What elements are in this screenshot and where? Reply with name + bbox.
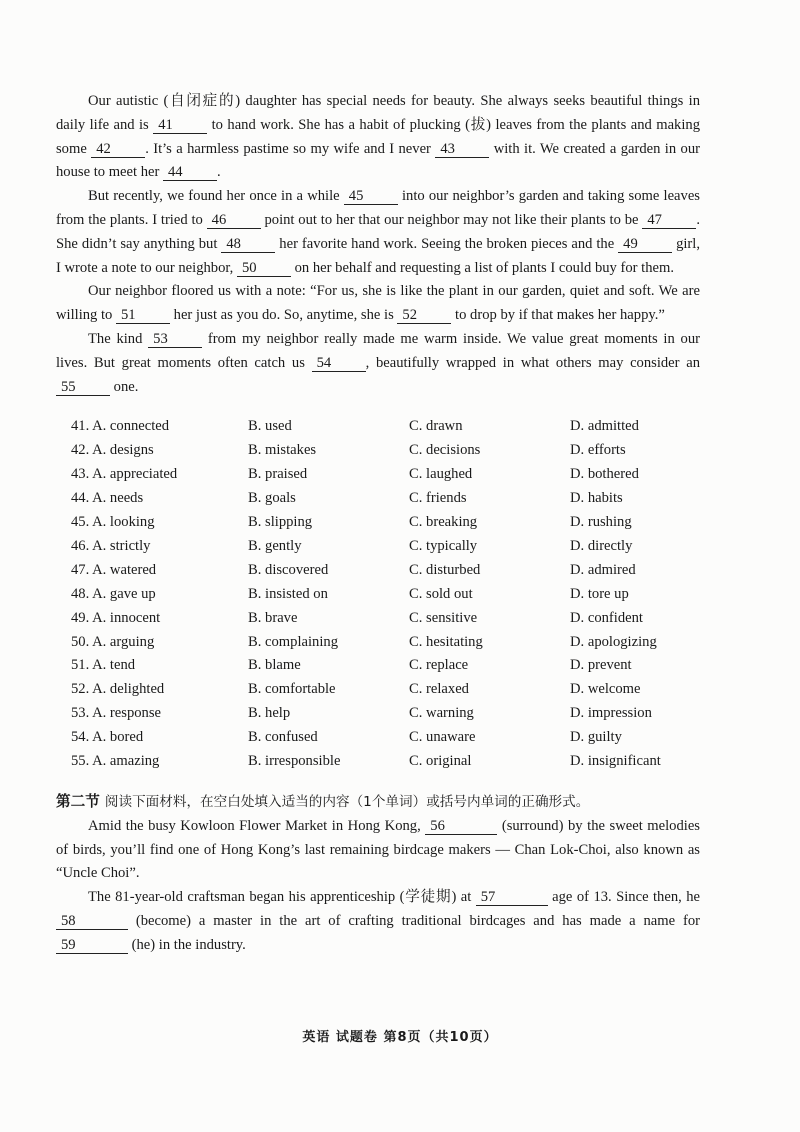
blank-45: 45 — [344, 189, 398, 205]
option-c: C. sold out — [409, 585, 473, 602]
option-row-53 — [71, 702, 700, 726]
option-d: D. guilty — [570, 729, 622, 746]
option-b: B. goals — [248, 490, 296, 507]
passage-paragraph-4 — [56, 328, 700, 399]
option-d: D. insignificant — [570, 753, 661, 770]
option-b: B. used — [248, 418, 292, 435]
text: But recently, we found her once in a while — [88, 188, 344, 205]
option-a: 54. A. bored — [71, 729, 144, 746]
blank-56: 56 — [425, 819, 497, 835]
option-c: C. unaware — [409, 729, 476, 746]
blank-51: 51 — [116, 308, 170, 324]
text: to drop by if that makes her happy.” — [451, 307, 665, 324]
option-a: 55. A. amazing — [71, 753, 160, 770]
blank-46: 46 — [207, 213, 261, 229]
option-a: 44. A. needs — [71, 490, 144, 507]
text: from my neighbor really made me warm inside. We value great moments in our lives. But great moments often catch us — [56, 330, 700, 371]
option-row-43 — [71, 463, 700, 487]
text: Amid the busy Kowloon Flower Market in Hong Kong, — [88, 817, 426, 834]
option-a: 42. A. designs — [71, 442, 154, 459]
text: Our autistic (自闭症的) daughter has special needs for beauty. She always seeks beautiful things in daily life and is — [56, 93, 700, 133]
text: . It’s a harmless pastime so my wife and I never — [145, 140, 436, 157]
option-row-54 — [71, 726, 700, 750]
option-d: D. bothered — [570, 466, 639, 483]
option-a: 51. A. tend — [71, 657, 136, 674]
option-b: B. comfortable — [248, 681, 336, 698]
option-d: D. confident — [570, 609, 643, 626]
option-c: C. friends — [409, 490, 467, 507]
text: The 81-year-old craftsman began his apprenticeship (学徒期) at — [88, 889, 476, 906]
text: , beautifully wrapped in what others may consider an — [365, 354, 700, 371]
option-a: 43. A. appreciated — [71, 466, 178, 483]
text: The kind — [88, 330, 149, 347]
blank-54: 54 — [312, 356, 366, 372]
option-a: 47. A. watered — [71, 561, 157, 578]
option-d: D. apologizing — [570, 633, 657, 650]
page-footer: 英语 试题卷 第8页（共10页） — [302, 1030, 498, 1045]
text: her just as you do. So, anytime, she is — [170, 307, 398, 324]
passage-paragraph-3 — [56, 280, 700, 328]
option-a: 48. A. gave up — [71, 585, 156, 602]
passage-paragraph-2 — [56, 185, 700, 280]
option-c: C. sensitive — [409, 609, 478, 626]
text: age of 13. Since then, he — [547, 889, 700, 906]
option-row-46 — [71, 535, 700, 559]
blank-53: 53 — [148, 332, 202, 348]
option-c: C. original — [409, 753, 472, 770]
option-d: D. directly — [570, 537, 633, 554]
option-d: D. welcome — [570, 681, 641, 698]
text: girl, I wrote a note to our neighbor, — [56, 235, 700, 276]
text: one. — [110, 378, 139, 395]
text: with it. We created a garden in our house to meet her — [56, 140, 700, 181]
text: (become) a master in the art of crafting traditional birdcages and has made a name for — [128, 912, 700, 929]
option-row-51 — [71, 654, 700, 678]
blank-58: 58 — [56, 914, 128, 930]
option-row-47 — [71, 559, 700, 583]
option-row-48 — [71, 583, 700, 607]
text: . She didn’t say anything but — [56, 211, 700, 252]
exam-page — [56, 90, 700, 958]
text: to hand work. She has a habit of plucking (拔) leaves from the plants and making some — [56, 116, 700, 157]
blank-41: 41 — [153, 118, 207, 134]
option-c: C. laughed — [409, 466, 473, 483]
option-a: 50. A. arguing — [71, 633, 155, 650]
option-row-41 — [71, 415, 700, 439]
option-b: B. blame — [248, 657, 301, 674]
blank-55: 55 — [56, 380, 110, 396]
section-2-instruction: 阅读下面材料，在空白处填入适当的内容（1个单词）或括号内单词的正确形式。 — [104, 793, 590, 810]
text: point out to her that our neighbor may not like their plants to be — [260, 211, 643, 228]
blank-48: 48 — [221, 237, 275, 253]
option-d: D. admitted — [570, 418, 639, 435]
option-d: D. admired — [570, 561, 636, 578]
option-row-42 — [71, 439, 700, 463]
option-b: B. brave — [248, 609, 298, 626]
option-d: D. rushing — [570, 513, 632, 530]
option-d: D. habits — [570, 490, 623, 507]
option-c: C. disturbed — [409, 561, 481, 578]
text: (he) in the industry. — [128, 936, 246, 953]
text: into our neighbor’s garden and taking some leaves from the plants. I tried to — [56, 188, 700, 228]
option-c: C. hesitating — [409, 633, 483, 650]
option-b: B. slipping — [248, 513, 313, 530]
option-b: B. complaining — [248, 633, 338, 650]
option-c: C. breaking — [409, 513, 478, 530]
option-a: 49. A. innocent — [71, 609, 161, 626]
option-c: C. drawn — [409, 418, 463, 435]
option-a: 41. A. connected — [71, 418, 170, 435]
option-c: C. warning — [409, 705, 474, 722]
option-b: B. mistakes — [248, 442, 317, 459]
option-b: B. insisted on — [248, 585, 328, 602]
blank-50: 50 — [237, 261, 291, 277]
option-c: C. decisions — [409, 442, 481, 459]
option-row-55 — [71, 750, 700, 774]
option-d: D. efforts — [570, 442, 626, 459]
option-b: B. confused — [248, 729, 318, 746]
blank-42: 42 — [91, 142, 145, 158]
option-row-50 — [71, 631, 700, 655]
section-2-paragraph-2 — [56, 886, 700, 957]
option-d: D. impression — [570, 705, 652, 722]
answer-options — [56, 415, 700, 774]
option-row-44 — [71, 487, 700, 511]
option-a: 53. A. response — [71, 705, 161, 722]
blank-47: 47 — [642, 213, 696, 229]
option-c: C. replace — [409, 657, 469, 674]
section-2-label: 第二节 — [56, 792, 100, 810]
option-d: D. prevent — [570, 657, 632, 674]
option-b: B. irresponsible — [248, 753, 341, 770]
blank-43: 43 — [435, 142, 489, 158]
option-b: B. discovered — [248, 561, 329, 578]
text: her favorite hand work. Seeing the broken pieces and the — [275, 235, 619, 252]
option-b: B. praised — [248, 466, 308, 483]
option-b: B. gently — [248, 537, 302, 554]
option-a: 46. A. strictly — [71, 537, 151, 554]
blank-59: 59 — [56, 938, 128, 954]
option-a: 52. A. delighted — [71, 681, 165, 698]
blank-57: 57 — [476, 890, 548, 906]
option-a: 45. A. looking — [71, 513, 155, 530]
passage-paragraph-1 — [56, 90, 700, 185]
text: . — [217, 164, 221, 181]
blank-44: 44 — [163, 165, 217, 181]
text: Our neighbor floored us with a note: “For us, she is like the plant in our garden, quiet and soft. We are willing to — [56, 283, 700, 324]
option-c: C. typically — [409, 537, 478, 554]
option-row-52 — [71, 678, 700, 702]
option-d: D. tore up — [570, 585, 629, 602]
option-row-45 — [71, 511, 700, 535]
option-row-49 — [71, 607, 700, 631]
option-b: B. help — [248, 705, 291, 722]
section-2-heading — [56, 790, 700, 815]
blank-49: 49 — [618, 237, 672, 253]
text: on her behalf and requesting a list of plants I could buy for them. — [290, 259, 674, 276]
text: (surround) by the sweet melodies of birds, you’ll find one of Hong Kong’s last remaining birdcage makers — Chan Lok-Choi, also known as “Uncle Choi”. — [56, 817, 700, 882]
section-2-paragraph-1 — [56, 815, 700, 886]
blank-52: 52 — [397, 308, 451, 324]
option-c: C. relaxed — [409, 681, 469, 698]
